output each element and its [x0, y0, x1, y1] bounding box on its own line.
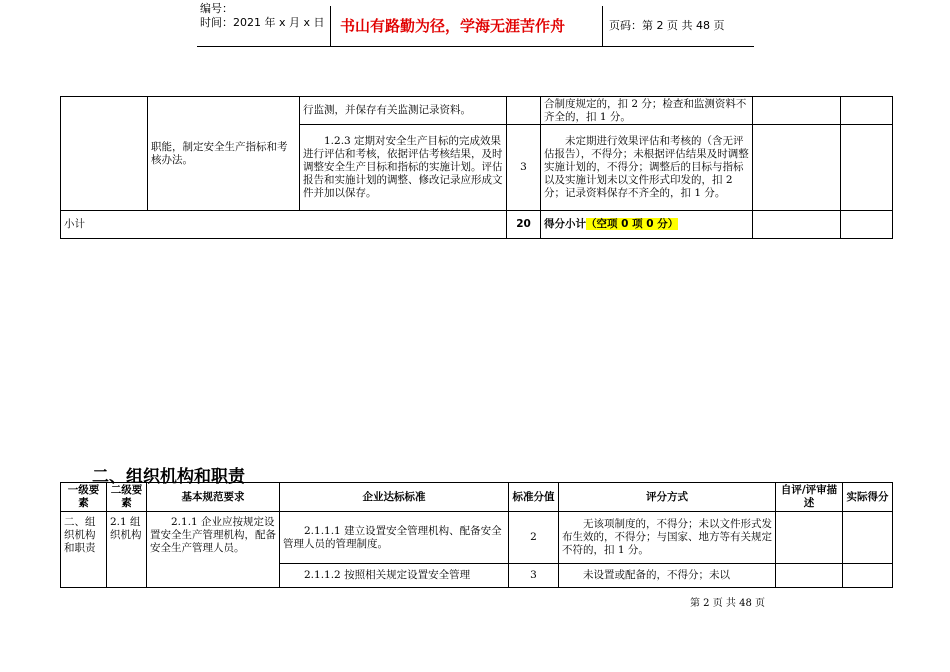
score-value: 3 [520, 161, 527, 173]
self-eval-cell [753, 211, 841, 239]
actual-score-cell [841, 125, 893, 211]
standard-cell [280, 564, 509, 588]
score-cell [507, 97, 541, 125]
blank-items-note: （空项 0 项 0 分） [586, 218, 679, 230]
page-footer: 第 2 页 共 48 页 [690, 598, 765, 609]
standard-text: 2.1.1.2 按照相关规定设置安全管理 [304, 569, 471, 581]
header-divider-right [602, 6, 603, 46]
method-cell [559, 564, 776, 588]
scoring-table-continued [60, 96, 893, 239]
level2-cell [107, 512, 147, 588]
subtotal-score-label: 得分小计 [544, 218, 586, 230]
basic-requirement-cell [148, 97, 300, 211]
standard-text: 行监测，并保存有关监测记录资料。 [303, 104, 471, 116]
method-cell [559, 512, 776, 564]
standard-text: 1.2.3 定期对安全生产目标的完成效果进行评估和考核，依据评估考核结果，及时调整安全生产目标和指标的实施计划。评估报告和实施计划的调整、修改记录应形成文件并加以保存。 [303, 135, 503, 199]
header-level1-text: 一级要素 [67, 484, 100, 509]
date-label: 时间：2021 年 x 月 x 日 [200, 16, 325, 29]
basic-requirement-cell [147, 512, 280, 588]
actual-score-cell [843, 512, 893, 564]
section-title: 二、组织机构和职责 [92, 467, 245, 487]
level1-cell [61, 97, 148, 211]
self-eval-cell [753, 125, 841, 211]
actual-score-cell [843, 564, 893, 588]
method-cell [541, 125, 753, 211]
subtotal-score-cell [507, 211, 541, 239]
header-method-text: 评分方式 [646, 490, 688, 503]
header-motto: 书山有路勤为径，学海无涯苦作舟 [340, 17, 566, 35]
score-cell [507, 125, 541, 211]
header-standard-text: 企业达标标准 [362, 490, 426, 503]
score-cell [509, 512, 559, 564]
score-value: 3 [530, 569, 537, 581]
table-row [61, 97, 893, 125]
self-eval-cell [753, 97, 841, 125]
score-value: 2 [530, 531, 537, 543]
header-actual-text: 实际得分 [846, 490, 889, 503]
header-standard [280, 483, 509, 512]
header-basic [147, 483, 280, 512]
table-row [61, 512, 893, 564]
header-divider-left [330, 6, 331, 46]
method-text: 无该项制度的，不得分；未以文件形式发布生效的，不得分；与国家、地方等有关规定不符的，扣 1 分。 [562, 518, 772, 556]
header-level1 [61, 483, 107, 512]
actual-score-cell [841, 211, 893, 239]
self-eval-cell [776, 564, 843, 588]
page-count-label: 页码：第 2 页 共 48 页 [609, 19, 725, 32]
basic-requirement-text: 职能，制定安全生产指标和考核办法。 [151, 140, 288, 166]
header-level2-text: 二级要素 [110, 484, 143, 509]
subtotal-label: 小计 [64, 218, 85, 230]
header-self-eval [776, 483, 843, 512]
scoring-table [60, 482, 893, 588]
header-bottom-rule [197, 46, 754, 47]
method-text: 未设置或配备的，不得分；未以 [583, 569, 730, 581]
header-self-eval-text: 自评/评审描 述 [780, 484, 838, 509]
standard-cell [300, 97, 507, 125]
header-score [509, 483, 559, 512]
subtotal-score: 20 [516, 218, 531, 230]
header-level2 [107, 483, 147, 512]
standard-cell [280, 512, 509, 564]
header-actual [843, 483, 893, 512]
header-score-text: 标准分值 [512, 490, 555, 503]
table-header-row [61, 483, 893, 512]
header-basic-text: 基本规范要求 [181, 490, 245, 503]
subtotal-row [61, 211, 893, 239]
subtotal-label-cell [61, 211, 507, 239]
standard-cell [300, 125, 507, 211]
standard-text: 2.1.1.1 建立设置安全管理机构、配备安全管理人员的管理制度。 [283, 524, 502, 550]
actual-score-cell [841, 97, 893, 125]
doc-number-label: 编号： [200, 2, 233, 15]
basic-requirement-text: 2.1.1 企业应按规定设置安全生产管理机构，配备安全生产管理人员。 [150, 516, 276, 554]
subtotal-method-cell [541, 211, 753, 239]
method-text: 未定期进行效果评估和考核的（含无评估报告），不得分；未根据评估结果及时调整实施计划的，不得分；调整后的目标与指标以及实施计划未以文件形式印发的，扣 2 分；记录资料保存不齐全的，扣 1 分。 [544, 135, 749, 199]
level2-text: 2.1 组织机构 [110, 516, 142, 541]
header-method [559, 483, 776, 512]
level1-text: 二、组织机构和职责 [64, 516, 96, 554]
self-eval-cell [776, 512, 843, 564]
score-cell [509, 564, 559, 588]
method-cell [541, 97, 753, 125]
method-text: 合制度规定的，扣 2 分；检查和监测资料不齐全的，扣 1 分。 [544, 97, 747, 123]
level1-cell [61, 512, 107, 588]
